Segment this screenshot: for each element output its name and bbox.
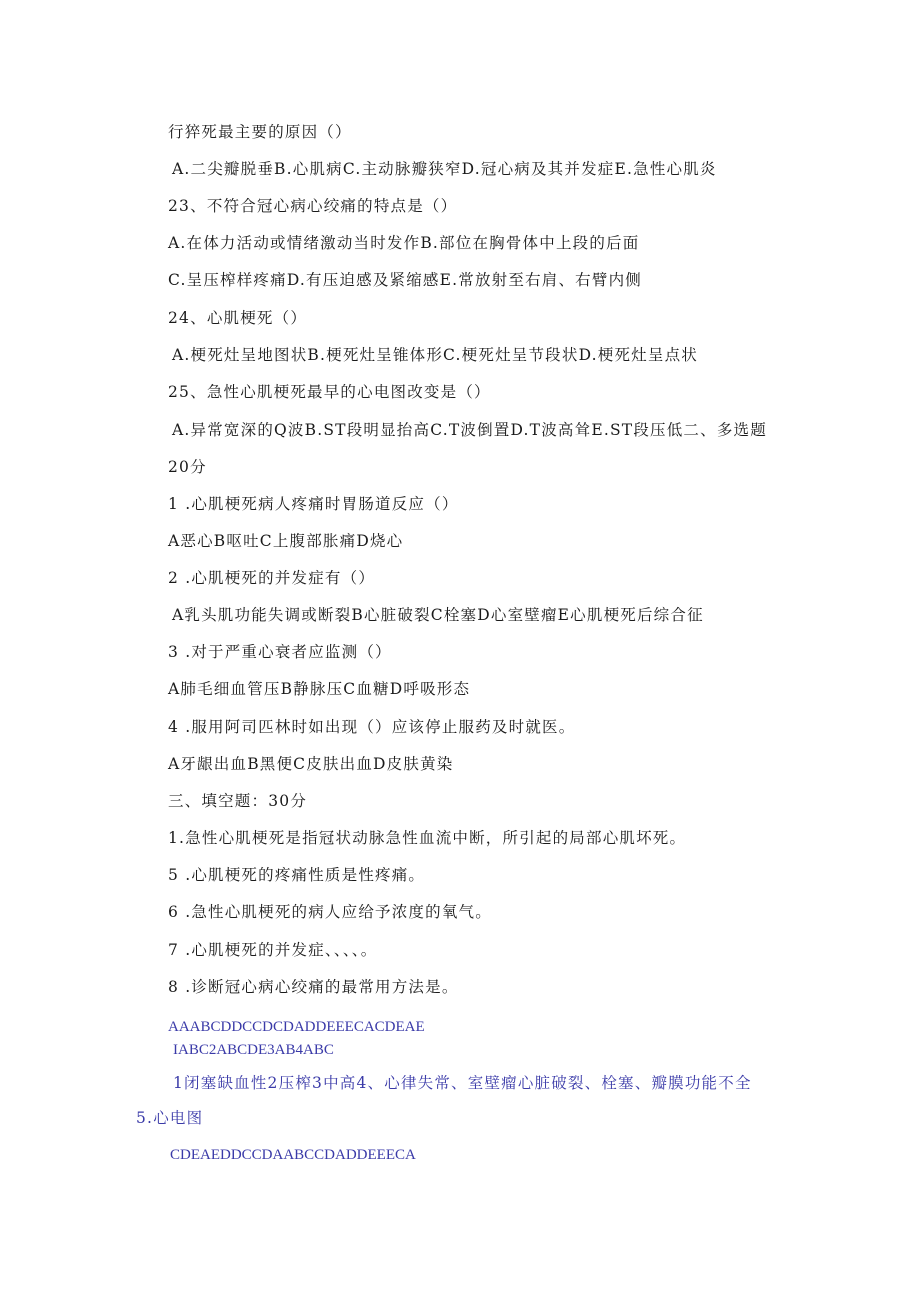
answer-key-fill-blank-5: 5.心电图 — [136, 1109, 204, 1127]
question-24-title: 24、心肌梗死（） — [168, 309, 308, 327]
answer-key-multi-choice: IABC2ABCDE3AB4ABC — [173, 1042, 334, 1058]
answer-key-fill-blank: 1闭塞缺血性2压榨3中高4、心律失常、室壁瘤心脏破裂、栓塞、瓣膜功能不全 — [173, 1074, 752, 1092]
fill-question-1: 1.急性心肌梗死是指冠状动脉急性血流中断，所引起的局部心肌坏死。 — [168, 829, 687, 847]
answer-key-extra: CDEAEDDCCDAABCCDADDEEECA — [170, 1147, 416, 1163]
answer-key-single-choice: AAABCDDCCDCDADDEEECACDEAE — [168, 1019, 425, 1035]
section-3-heading: 三、填空题：30分 — [168, 792, 308, 810]
fill-question-6: 6 .急性心肌梗死的病人应给予浓度的氧气。 — [168, 903, 492, 921]
mc-question-2-options: A乳头肌功能失调或断裂B心脏破裂C栓塞D心室壁瘤E心肌梗死后综合征 — [172, 606, 704, 624]
question-text-line: 行猝死最主要的原因（） — [168, 123, 352, 141]
mc-question-1-title: 1 .心肌梗死病人疼痛时胃肠道反应（） — [168, 495, 459, 513]
mc-question-4-options: A牙龈出血B黑便C皮肤出血D皮肤黄染 — [168, 755, 454, 773]
mc-question-3-title: 3 .对于严重心衰者应监测（） — [168, 643, 392, 661]
question-23-options-2: C.呈压榨样疼痛D.有压迫感及紧缩感E.常放射至右肩、右臂内侧 — [168, 271, 642, 289]
question-options-line: A.二尖瓣脱垂B.心肌病C.主动脉瓣狭窄D.冠心病及其并发症E.急性心肌炎 — [172, 160, 717, 178]
mc-question-3-options: A肺毛细血管压B静脉压C血糖D呼吸形态 — [168, 680, 471, 698]
fill-question-5: 5 .心肌梗死的疼痛性质是性疼痛。 — [168, 866, 426, 884]
section-2-score: 20分 — [168, 458, 207, 476]
fill-question-7: 7 .心肌梗死的并发症、、、、。 — [168, 941, 378, 959]
question-25-title: 25、急性心肌梗死最早的心电图改变是（） — [168, 383, 491, 401]
question-24-options: A.梗死灶呈地图状B.梗死灶呈锥体形C.梗死灶呈节段状D.梗死灶呈点状 — [172, 346, 698, 364]
question-23-title: 23、不符合冠心病心绞痛的特点是（） — [168, 197, 458, 215]
mc-question-4-title: 4 .服用阿司匹林时如出现（）应该停止服药及时就医。 — [168, 718, 576, 736]
mc-question-1-options: A恶心B呕吐C上腹部胀痛D烧心 — [168, 532, 404, 550]
mc-question-2-title: 2 .心肌梗死的并发症有（） — [168, 569, 376, 587]
fill-question-8: 8 .诊断冠心病心绞痛的最常用方法是。 — [168, 978, 459, 996]
question-23-options-1: A.在体力活动或情绪激动当时发作B.部位在胸骨体中上段的后面 — [168, 234, 640, 252]
question-25-options: A.异常宽深的Q波B.ST段明显抬高C.T波倒置D.T波高耸E.ST段压低二、多选题 — [172, 421, 767, 439]
